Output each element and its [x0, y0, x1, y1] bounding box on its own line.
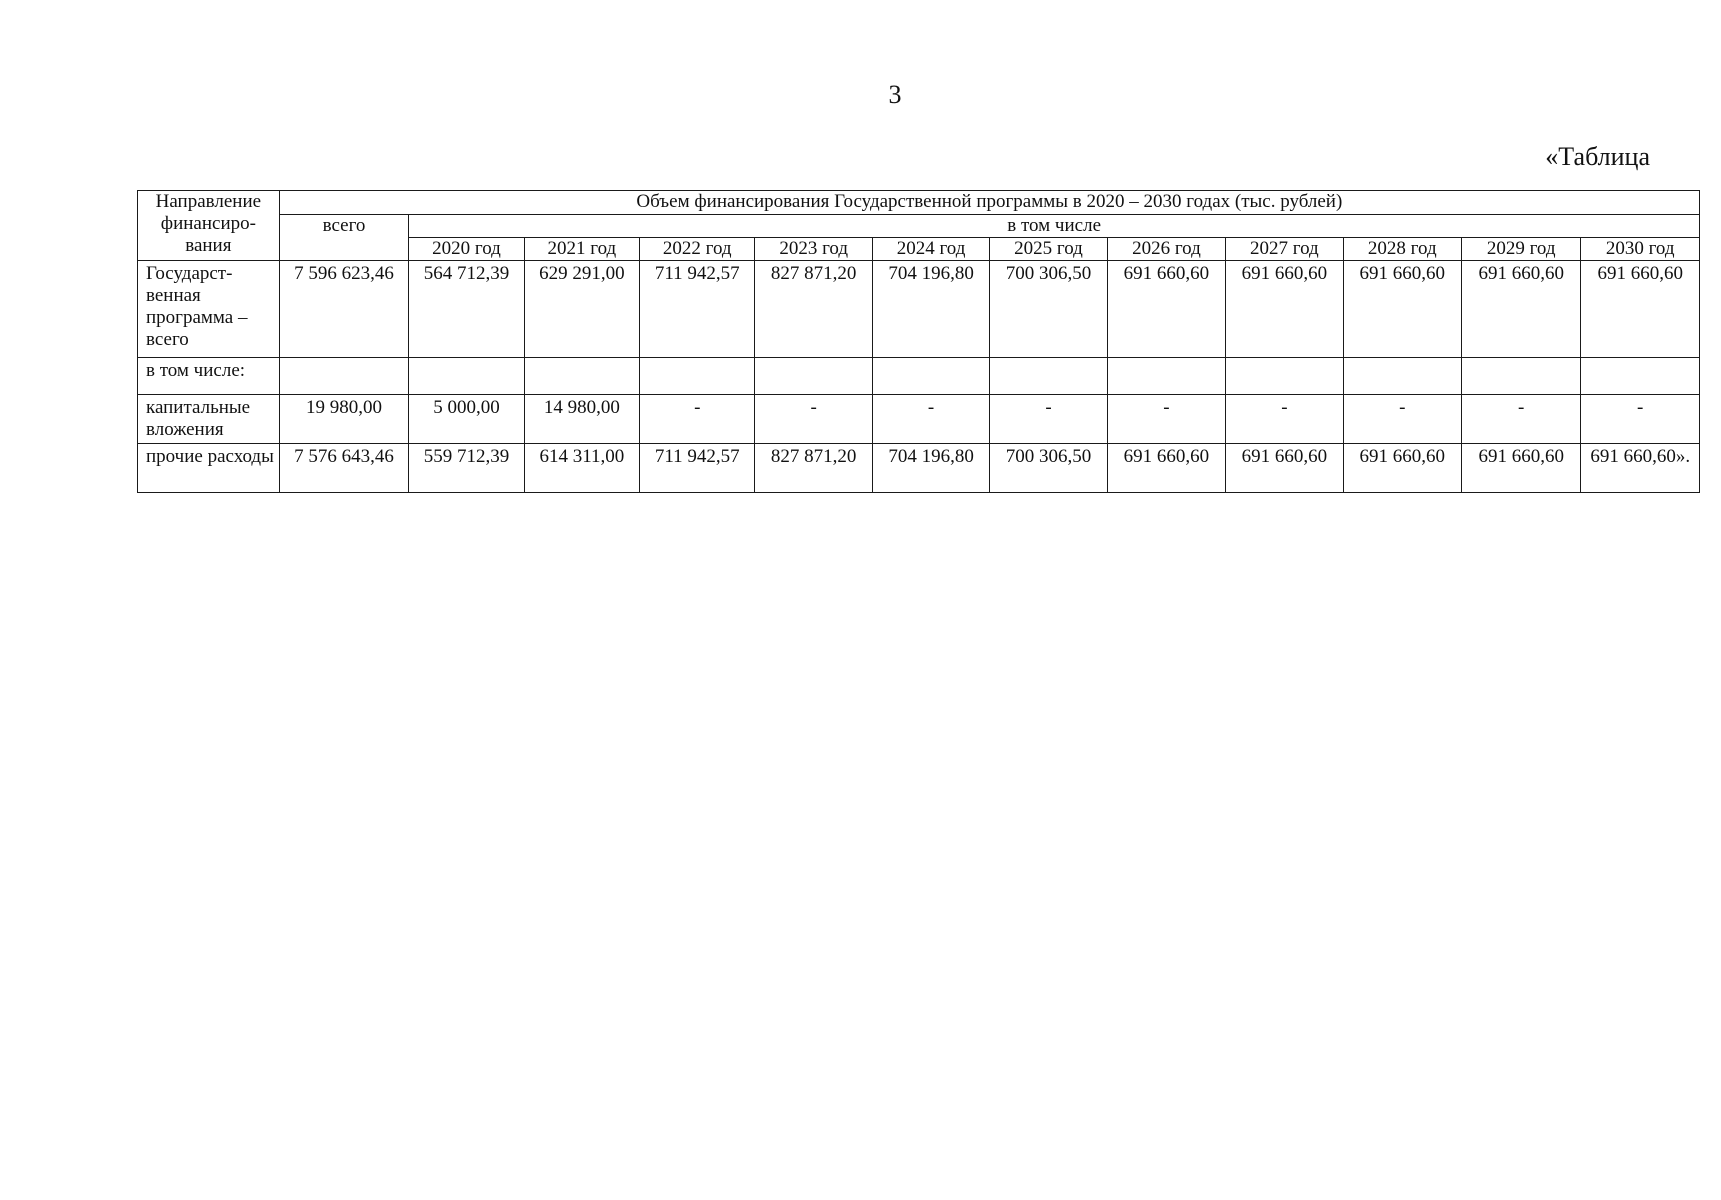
- header-year: 2021 год: [524, 238, 639, 261]
- row-value: 691 660,60: [1107, 444, 1225, 493]
- row-value: -: [1107, 395, 1225, 444]
- header-year: 2020 год: [409, 238, 524, 261]
- header-year: 2025 год: [990, 238, 1107, 261]
- table-caption: «Таблица: [1545, 142, 1650, 171]
- row-value: 704 196,80: [872, 444, 989, 493]
- row-value: -: [990, 395, 1107, 444]
- row-value: 691 660,60: [1461, 444, 1580, 493]
- header-including: в том числе: [409, 215, 1700, 238]
- header-total: всего: [279, 215, 409, 261]
- row-value: [990, 358, 1107, 395]
- row-total: 19 980,00: [279, 395, 409, 444]
- row-value: 691 660,60: [1461, 261, 1580, 358]
- row-value: 700 306,50: [990, 261, 1107, 358]
- row-total: 7 596 623,46: [279, 261, 409, 358]
- row-label: капитальные вложения: [138, 395, 280, 444]
- row-total: 7 576 643,46: [279, 444, 409, 493]
- row-value: 5 000,00: [409, 395, 524, 444]
- row-label: в том числе:: [138, 358, 280, 395]
- row-value: 827 871,20: [755, 261, 872, 358]
- row-value: 711 942,57: [640, 261, 755, 358]
- header-year: 2023 год: [755, 238, 872, 261]
- row-value: 704 196,80: [872, 261, 989, 358]
- row-value: 564 712,39: [409, 261, 524, 358]
- row-value: [640, 358, 755, 395]
- row-value: 711 942,57: [640, 444, 755, 493]
- row-value: 629 291,00: [524, 261, 639, 358]
- row-value: -: [1343, 395, 1461, 444]
- row-value: -: [1226, 395, 1343, 444]
- page-number: 3: [888, 80, 902, 109]
- row-label: Государст-венная программа – всего: [138, 261, 280, 358]
- row-total: [279, 358, 409, 395]
- row-label: прочие расходы: [138, 444, 280, 493]
- header-year: 2028 год: [1343, 238, 1461, 261]
- header-year: 2029 год: [1461, 238, 1580, 261]
- row-value: 691 660,60: [1226, 444, 1343, 493]
- row-value: [1461, 358, 1580, 395]
- row-value: 827 871,20: [755, 444, 872, 493]
- row-value: 691 660,60».: [1581, 444, 1700, 493]
- header-year: 2022 год: [640, 238, 755, 261]
- row-value: [1581, 358, 1700, 395]
- table-row-program-total: [138, 261, 1700, 358]
- table-row-including: [138, 358, 1700, 395]
- row-value: [755, 358, 872, 395]
- row-value: [1226, 358, 1343, 395]
- header-year: 2026 год: [1107, 238, 1225, 261]
- row-value: [409, 358, 524, 395]
- header-direction: Направление финансиро-вания: [138, 191, 280, 261]
- row-value: [872, 358, 989, 395]
- row-value: [1107, 358, 1225, 395]
- row-value: -: [1581, 395, 1700, 444]
- row-value: -: [872, 395, 989, 444]
- row-value: [1343, 358, 1461, 395]
- row-value: 691 660,60: [1107, 261, 1225, 358]
- row-value: -: [755, 395, 872, 444]
- row-value: -: [1461, 395, 1580, 444]
- header-volume: Объем финансирования Государственной программы в 2020 – 2030 годах (тыс. рублей): [279, 191, 1699, 215]
- row-value: 691 660,60: [1226, 261, 1343, 358]
- row-value: [524, 358, 639, 395]
- financing-table: [137, 190, 1700, 493]
- row-value: -: [640, 395, 755, 444]
- row-value: 691 660,60: [1581, 261, 1700, 358]
- row-value: 691 660,60: [1343, 261, 1461, 358]
- row-value: 691 660,60: [1343, 444, 1461, 493]
- table-row-other-expenses: [138, 444, 1700, 493]
- table-row-capital-investments: [138, 395, 1700, 444]
- row-value: 700 306,50: [990, 444, 1107, 493]
- row-value: 614 311,00: [524, 444, 639, 493]
- header-year: 2024 год: [872, 238, 989, 261]
- header-year: 2027 год: [1226, 238, 1343, 261]
- row-value: 559 712,39: [409, 444, 524, 493]
- row-value: 14 980,00: [524, 395, 639, 444]
- header-year: 2030 год: [1581, 238, 1700, 261]
